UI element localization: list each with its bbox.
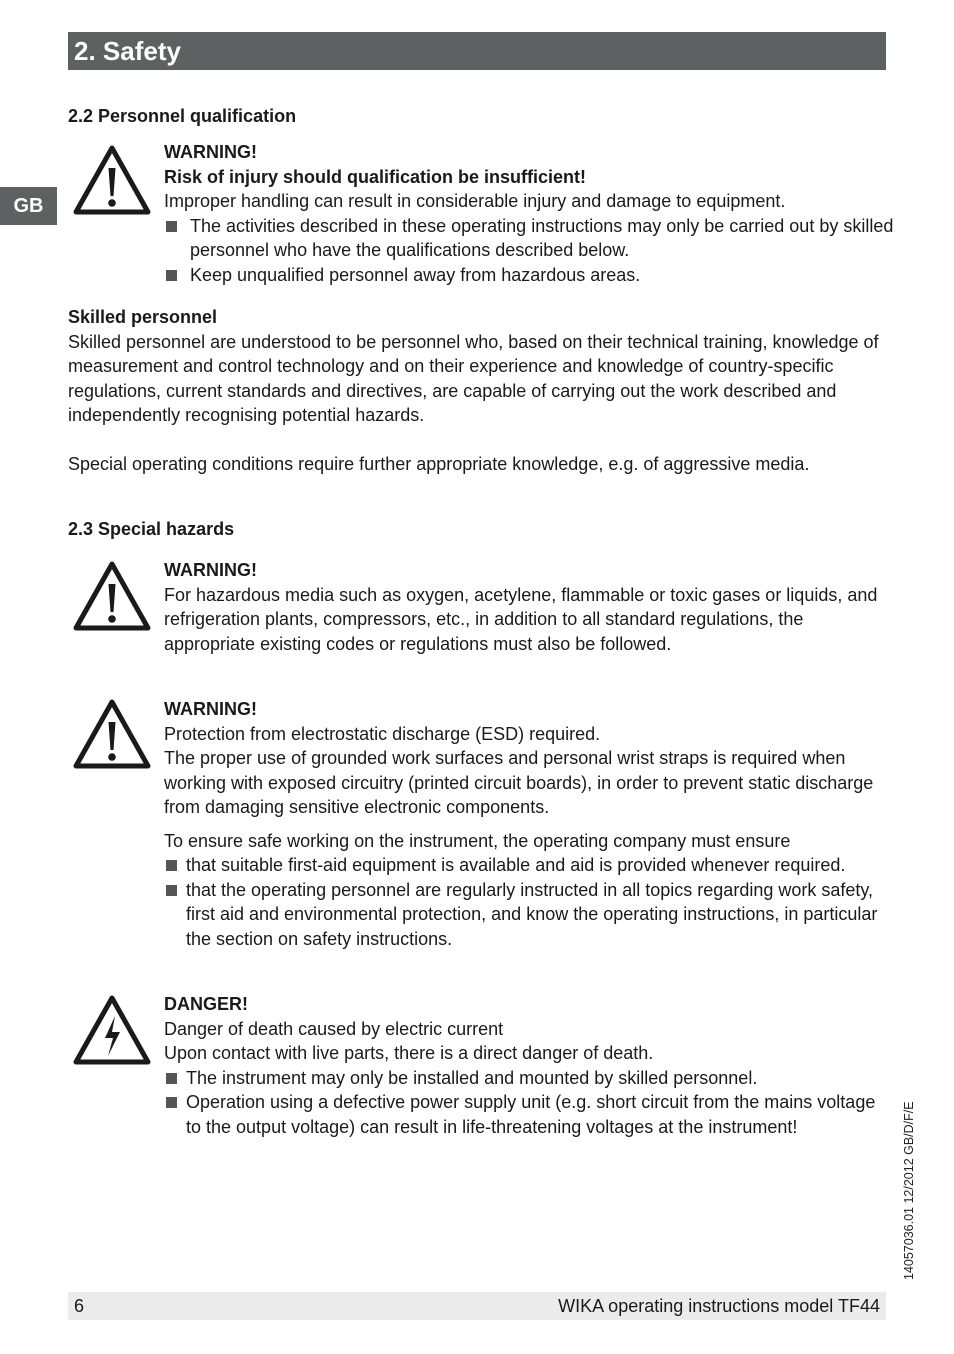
page-footer	[68, 1292, 886, 1320]
language-tab: GB	[0, 187, 57, 225]
chapter-title: 2. Safety	[74, 36, 181, 66]
warning-subtitle: Risk of injury should qualification be insufficient!	[164, 166, 587, 187]
warning-bullet-list	[164, 214, 894, 288]
danger-label: DANGER!	[164, 994, 248, 1014]
page-number: 6	[74, 1296, 85, 1316]
warning-triangle-icon	[72, 560, 152, 632]
warning-block-qualification	[164, 140, 894, 287]
chapter-header-bar	[68, 32, 886, 70]
skilled-personnel-paragraph: Skilled personnel are understood to be personnel who, based on their technical training, knowledge of measurement and control technology and on their experience and knowledge of country-specific regulations, current standards and directives, are capable of carrying out the work described and independently recognising potential hazards.	[68, 331, 879, 425]
operator-obligations-intro: To ensure safe working on the instrument, the operating company must ensure	[164, 830, 791, 851]
danger-block-electric-current	[164, 992, 894, 1139]
warning-text: For hazardous media such as oxygen, acetylene, flammable or toxic gases or liquids, and refrigeration plants, compressors, etc., in addition to all standard regulations, the appropriate existing codes or regulations must also be followed.	[164, 584, 878, 654]
warning-triangle-icon	[72, 144, 152, 216]
warning-triangle-icon	[72, 698, 152, 770]
skilled-personnel-heading: Skilled personnel	[68, 307, 218, 327]
special-conditions-paragraph: Special operating conditions require further appropriate knowledge, e.g. of aggressive media.	[68, 454, 810, 474]
section-heading-personnel-qualification: 2.2 Personnel qualification	[68, 106, 297, 126]
warning-block-hazardous-media	[164, 558, 894, 656]
list-item: Operation using a defective power supply unit (e.g. short circuit from the mains voltage to the output voltage) can result in life-threatening voltages at the instrument!	[164, 1090, 894, 1139]
electric-hazard-icon	[72, 994, 152, 1066]
warning-text: The proper use of grounded work surfaces and personal wrist straps is required when working with exposed circuitry (printed circuit boards), in order to prevent static discharge from damaging sensitive electronic components.	[164, 748, 874, 817]
list-item: The instrument may only be installed and mounted by skilled personnel.	[164, 1066, 894, 1091]
list-item: Keep unqualified personnel away from hazardous areas.	[164, 263, 894, 288]
warning-label: WARNING!	[164, 142, 257, 162]
warning-line: Protection from electrostatic discharge (ESD) required.	[164, 723, 601, 744]
danger-text: Upon contact with live parts, there is a direct danger of death.	[164, 1043, 654, 1063]
list-item: that the operating personnel are regularly instructed in all topics regarding work safety, first aid and environmental protection, and know the operating instructions, in particular the section on safety instructions.	[164, 878, 894, 952]
list-item: that suitable first-aid equipment is available and aid is provided whenever required.	[164, 853, 894, 878]
footer-title: WIKA operating instructions model TF44	[558, 1296, 880, 1316]
warning-text: Improper handling can result in considerable injury and damage to equipment.	[164, 191, 786, 211]
warning-label: WARNING!	[164, 699, 257, 719]
warning-block-esd	[164, 697, 894, 951]
document-code: 14057036.01 12/2012 GB/D/F/E	[902, 1101, 916, 1280]
danger-line: Danger of death caused by electric current	[164, 1018, 504, 1039]
danger-bullet-list	[164, 1066, 894, 1140]
warning-label: WARNING!	[164, 560, 257, 580]
operator-obligations-list	[164, 853, 894, 951]
section-heading-special-hazards: 2.3 Special hazards	[68, 519, 235, 539]
list-item: The activities described in these operating instructions may only be carried out by skilled personnel who have the qualifications described below.	[164, 214, 894, 263]
skilled-personnel-section	[68, 305, 888, 477]
